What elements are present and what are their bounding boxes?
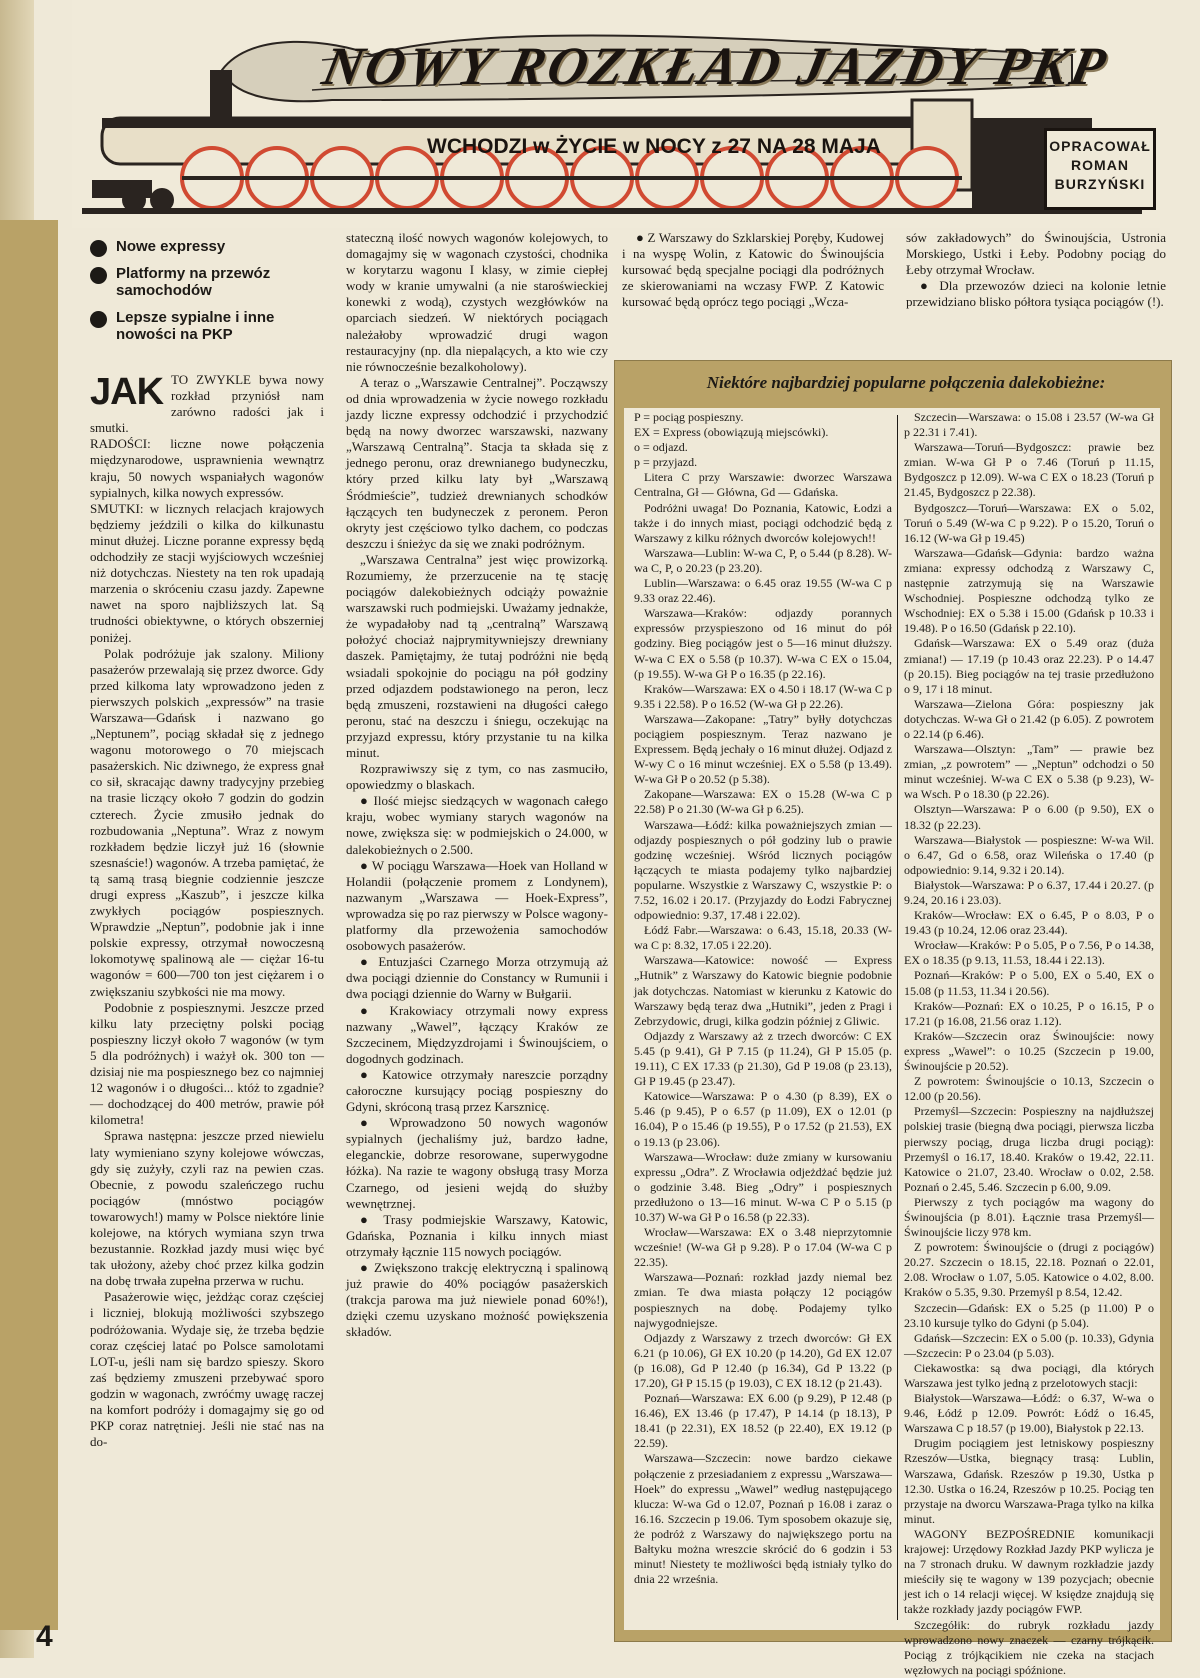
timetable-entry: Warszawa—Gdańsk—Gdynia: bardzo ważna zmiana: expressy odchodzą z Warszawy C, następnie zatrzymują się na Warszawie Wschodniej. Pospieszne odchodzą tylko ze Wschodniej: EX o 5.38 i 15.00 (Gdańsk p 10.33 i 19.48). P o 16.50 (Gdańsk p 22.10). (904, 545, 1154, 636)
article-column-1 (90, 372, 324, 1650)
timetable-entry: Ciekawostka: są dwa pociągi, dla których Warszawa jest tylko jedną z przelotowych stacji: (904, 1360, 1154, 1390)
key-points-list (84, 238, 338, 353)
timetable-entry: Łódź Fabr.—Warszawa: o 6.43, 15.18, 20.33 (W-wa C p: 8.32, 17.05 i 22.20). (634, 923, 892, 953)
timetable-entry: Gdańsk—Warszawa: EX o 5.49 oraz (duża zmiana!) — 17.19 (p 10.43 oraz 22.23). P o 14.47 (p 20.15). Bieg pociągów na tej trasie przedłużono o 9, 17 i 18 minut. (904, 636, 1154, 696)
timetable-entry: Lublin—Warszawa: o 6.45 oraz 19.55 (W-wa C p 9.33 oraz 22.46). (634, 576, 892, 606)
timetable-entry: Odjazdy z Warszawy aż z trzech dworców: C EX 5.45 (p 9.41), Gł P 7.15 (p 11.24), Gł P 15.05 (p. 19.11), C EX 17.33 (p 21.30), Gd P 19.08 (p 23.13), Gł P 19.45 (p 23.47). (634, 1028, 892, 1089)
timetable-entry: Poznań—Kraków: P o 5.00, EX o 5.40, EX o 15.08 (p 11.53, 11.34 i 20.56). (904, 968, 1154, 998)
timetable-entry: Szczegółik: do rubryk rozkładu jazdy wprowadzono nowy znaczek — czarny trójkącik. Pociąg z trójkącikiem nie czeka na stacjach węzłowych na pociągi spóźnione. (904, 1617, 1154, 1677)
author-box (1044, 128, 1156, 210)
bullet-icon (90, 240, 107, 257)
timetable-entry: Wrocław—Warszawa: EX o 3.48 nieprzytomnie wcześnie! (W-wa Gł p 9.28). P o 17.04 (W-wa C p 22.35). (634, 1225, 892, 1270)
paragraph: ● Krakowiacy otrzymali nowy express nazwany „Wawel”, łączący Kraków ze Szczecinem, Międzyzdrojami i Świnoujściem, o dogodnych godzinach. (346, 1002, 608, 1066)
timetable-entry: Białystok—Warszawa—Łódź: o 6.37, W-wa o 9.46, Łódź p 12.09. Powrót: Łódź o 16.45, Warszawa C p 18.57 (p 19.00), Białystok p 22.13. (904, 1391, 1154, 1436)
timetable-entry: Warszawa—Zakopane: „Tatry” byłły dotychczas pociągiem pospiesznym. Teraz nazwano je Expressem. Będą jechały o 16 minut dłużej. Odjazd z W-wy C o 16 minut wcześniej. EX o 5.58 (p 13.49). W-wa Gł P o 20.52 (p 5.38). (634, 711, 892, 787)
timetable-entry: Zakopane—Warszawa: EX o 15.28 (W-wa C p 22.58) P o 21.30 (W-wa Gł p 6.25). (634, 787, 892, 817)
timetable-entry: Olsztyn—Warszawa: P o 6.00 (p 9.50), EX o 18.32 (p 22.23). (904, 802, 1154, 832)
page-subtitle: WCHODZI w ŻYCIE w NOCY z 27 NA 28 MAJA (427, 135, 881, 158)
paragraph: Pasażerowie więc, jeżdżąc coraz częściej i liczniej, blokują możliwości szybszego podróżowania. Wydaje się, że trzeba będzie coraz częściej latać po Polsce samolotami LOT-u, jeśli nam się bardzo spieszy. Skoro zaś będziemy zmuszeni przebywać sporo godzin w wagonach, zwróćmy uwagę raczej na komfort podróży i domagajmy się go od PKP coraz natrętniej. Jeśli nie stać nas na do- (90, 1289, 324, 1450)
timetable-entry: Z powrotem: Świnoujście o 10.13, Szczecin o 12.00 (p 20.56). (904, 1074, 1154, 1104)
page-side-band (0, 220, 58, 1630)
key-point: Platformy na przewóz samochodów (84, 265, 338, 299)
paragraph: ● Katowice otrzymały nareszcie porządny całoroczne kursujący pociąg pospieszny do Gdyni, skróconą trasą przez Karsznicę. (346, 1066, 608, 1115)
timetable-entry: Odjazdy z Warszawy z trzech dworców: Gł EX 6.21 (p 10.06), Gł EX 10.20 (p 14.20), Gd EX 12.07 (p 16.08), Gd P 12.40 (p 16.34), Gd P 13.22 (p 17.20), Gł P 15.15 (p 19.03), C EX 18.12 (p 21.43). (634, 1330, 892, 1390)
paragraph: ● Wprowadzono 50 nowych wagonów sypialnych (jechaliśmy już, bardzo ładne, eleganckie, dobrze resorowane, superwygodne łóżka). Na razie te wagony obsługą trasy Morza Czarnego, od jesieni wejdą do służby wewnętrznej. (346, 1115, 608, 1211)
timetable-entry: Szczecin—Warszawa: o 15.08 i 23.57 (W-wa Gł p 22.31 i 7.41). (904, 410, 1154, 440)
timetable-entry: Drugim pociągiem jest letniskowy pospieszny Rzeszów—Ustka, biegnący trasą: Lublin, Warszawa, Gdańsk. Rzeszów p 19.30, Ustka p 12.30. Ustka o 16.24, Rzeszów p 10.25. Pociąg ten przystaje na dworcu Warszawa-Praga tylko na kilka minut. (904, 1436, 1154, 1526)
page-title: NOWY ROZKŁAD JAZDY PKP (317, 36, 1114, 96)
timetable-column-left (634, 410, 892, 1624)
author-first-name: ROMAN (1071, 157, 1129, 173)
timetable-entry: Warszawa—Zielona Góra: pospieszny jak dotychczas. W-wa Gł o 21.42 (p 6.05). Z powrotem o 22.14 (p 6.46). (904, 696, 1154, 741)
timetable-entry: Białystok—Warszawa: P o 6.37, 17.44 i 20.27. (p 9.24, 20.16 i 23.03). (904, 877, 1154, 907)
timetable-entry: o = odjazd. (634, 440, 688, 455)
paragraph: ● Ilość miejsc siedzących w wagonach całego kraju, wobec wymiany starych wagonów na nowe, zwiększa się: w podmiejskich o 24.000, w dalekobieżnych o 2.500. (346, 793, 608, 857)
timetable-entry: Kraków—Poznań: EX o 10.25, P o 16.15, P o 17.21 (p 16.08, 21.56 oraz 1.12). (904, 998, 1154, 1028)
timetable-entry: Poznań—Warszawa: EX 6.00 (p 9.29), P 12.48 (p 16.46), EX 13.46 (p 17.47), P 14.14 (p 18.13), P 18.41 (p 22.31), EX 18.52 (p 22.40), EX 19.12 (p 22.59). (634, 1391, 892, 1451)
timetable-entry: Warszawa—Lublin: W-wa C, P, o 5.44 (p 8.28). W-wa C, P, o 20.23 (p 23.20). (634, 545, 892, 575)
paragraph: SMUTKI: w licznych relacjach krajowych będziemy jeździli o kilka do kilkunastu minut dłużej. Liczne poranne expressy będą odchodziły ze stacji wyjściowych wcześniej niż dotychczas. Niestety na ten rok upadają marzenia o skróceniu czasu jazdy. Zapewne nawet na sporo najbliższych lat. Są trudności obiektywne, o których obszerniej poniżej. (90, 500, 324, 645)
timetable-entry: p = przyjazd. (634, 455, 698, 470)
paragraph: ● Trasy podmiejskie Warszawy, Katowic, Gdańska, Poznania i kilku innych miast otrzymały łącznie 115 nowych pociągów. (346, 1211, 608, 1259)
timetable-entry: Gdańsk—Szczecin: EX o 5.00 (p. 10.33), Gdynia—Szczecin: P o 23.04 (p 5.03). (904, 1330, 1154, 1360)
drop-cap: JAK (90, 371, 164, 413)
article-column-3 (622, 230, 884, 360)
author-last-name: BURZYŃSKI (1054, 176, 1146, 192)
timetable-entry: WAGONY BEZPOŚREDNIE komunikacji krajowej: Urzędowy Rozkład Jazdy PKP wylicza je na 7 stronach druku. W dawnym rozkładzie jazdy mieściły się te wagony w 139 pozycjach; obecnie jest ich o 14 relacji więcej. W księdze znajdują się także rozkłady jazdy pociągów FWP. (904, 1526, 1154, 1617)
timetable-entry: Katowice—Warszawa: P o 4.30 (p 8.39), EX o 5.46 (p 9.45), P o 6.57 (p 11.09), EX o 12.01 (p 16.04), P o 15.46 (p 19.55), P o 17.52 (p 21.53), EX o 19.13 (p 23.06). (634, 1089, 892, 1149)
timetable-title: Niektóre najbardziej popularne połączenia dalekobieżne: (706, 373, 1106, 392)
paragraph: sów zakładowych” do Świnoujścia, Ustronia Morskiego, Ustki i Łeby. Podobny pociąg do Łeby otrzymał Wrocław. (906, 230, 1166, 278)
timetable-entry: Bydgoszcz—Toruń—Warszawa: EX o 5.02, Toruń o 5.49 (W-wa C p 9.22). P o 15.20, Toruń o 16.12 (W-wa Gł p 19.45) (904, 500, 1154, 545)
article-column-2 (346, 230, 608, 1650)
bullet-icon (90, 311, 107, 328)
page-number: 4 (36, 1620, 53, 1653)
bullet-icon (90, 267, 107, 284)
paragraph: Rozprawiwszy się z tym, co nas zasmuciło, opowiedzmy o blaskach. (346, 761, 608, 793)
timetable-entry: Kraków—Warszawa: EX o 4.50 i 18.17 (W-wa C p 9.35 i 22.58). P o 16.52 (W-wa Gł p 22.26). (634, 681, 892, 711)
paragraph: ● Zwiększono trakcję elektryczną i spalinową już prawie do 40% pociągów pasażerskich (trakcja parowa ma już niewiele ponad 60%!), dzięki czemu uzyskano możność powiększenia składów. (346, 1260, 608, 1340)
column-divider (897, 415, 898, 1620)
timetable-column-right (904, 410, 1154, 1677)
timetable-entry: Litera C przy Warszawie: dworzec Warszawa Centralna, Gł — Główna, Gd — Gdańska. (634, 470, 892, 500)
timetable-entry: Kraków—Szczecin oraz Świnoujście: nowy express „Wawel”: o 10.25 (Szczecin p 19.00, Świnoujście p 20.52). (904, 1028, 1154, 1074)
paragraph: Podobnie z pospiesznymi. Jeszcze przed kilku laty przeciętny polski pociąg pospieszny liczył około 7 wagonów (w tym 5 dla podróżnych) i ważył ok. 300 ton — dzisiaj nie ma pospiesznego bez co najmniej 12 wagonów i o długości... któż to zgadnie? — dochodzącej do 400 metrów, prawie pół kilometra! (90, 999, 324, 1128)
timetable-entry: Warszawa—Kraków: odjazdy porannych expressów przyspieszono od 16 minut do pół godziny. Bieg pociągów jest o 5—16 minut dłuższy. W-wa C EX o 5.58 (p 10.37). W-wa C EX o 15.04, (p 19.55). W-wa Gł P o 16.35 (p 22.16). (634, 606, 892, 681)
timetable-entry: Wrocław—Kraków: P o 5.05, P o 7.56, P o 14.38, EX o 18.35 (p 9.13, 11.53, 18.44 i 22.13). (904, 938, 1154, 968)
timetable-entry: Warszawa—Białystok — pospieszne: W-wa Wil. o 6.47, Gd o 6.58, oraz Wileńska o 17.40 (p odpowiednio: 9.14, 9.32 i 20.14). (904, 832, 1154, 877)
paragraph: Polak podróżuje jak szalony. Miliony pasażerów przewalają się przez dworce. Gdy przed kilkoma laty wprowadzono jeden z pierwszych polskich „expressów” na trasie Warszawa—Gdańsk i nazwano go „Neptunem”, pociąg składał się z jednego wagonu motorowego o 70 miejscach pasażerskich. Nic dziwnego, że express gnał co sił, skracając dawny tradycyjny przebieg na trasie liczący około 7 godzin do godzin czterech. Życie zmusiło jednak do rozbudowania „Neptuna”. Wraz z nowym rozkładem będzie liczył już 16 (słownie szesnaście!) wagonów. A trzeba pamiętać, że tą samą trasą biegnie codziennie jeszcze drugi express „Kaszub”, i jeszcze kilka zwykłych pociągów pospiesznych. Wprawdzie „Neptun”, podobnie jak i inne polskie expressy, otrzymał nowoczesną lokomotywę spalinową ale — ciężar 16-tu wagonów = 600—700 ton jest ciężarem i o zwiększaniu szybkości nie ma mowy. (90, 645, 324, 999)
timetable-entry: Warszawa—Poznań: rozkład jazdy niemal bez zmian. Te dwa miasta połączy 12 pociągów pospiesznych na dobę. Podajemy tylko najwygodniejsze. (634, 1270, 892, 1330)
paragraph: ● Z Warszawy do Szklarskiej Poręby, Kudowej i na wyspę Wolin, z Katowic do Świnoujścia kursować będą specjalne pociągi dla podróżnych ze skierowaniami na wczasy FWP. Z Katowic kursować będą oprócz tego pociągi „Wcza- (622, 230, 884, 310)
paragraph: A teraz o „Warszawie Centralnej”. Począwszy od dnia wprowadzenia w życie nowego rozkładu jazdy liczne expressy odchodzić i przychodzić będą na nowy dworzec warszawski, nazwany „Warszawą Centralną”. Stacja ta składa się z jednego peronu, oraz drewnianego budyneczku, który przed kilku laty był „Warszawą Śródmieście”, tudzież drewnianych schodków łączących ten budyneczek z peronem. Peron okryty jest częściowo tylko dachem, co podczas deszczu i śnieżyc da się we znaki podróżnym. (346, 374, 608, 551)
timetable-entry: Warszawa—Łódź: kilka poważniejszych zmian — odjazdy pospiesznych o pół godziny lub o prawie godzinę wcześniej. Wśród licznych pociągów łączących te miasta podajemy tylko najbardziej popularne. Wszystkie z Warszawy C, wszystkie P: o 7.52, 16.02 i 20.17. (Przyjazdy do Łodzi Fabrycznej odpowiednio: 9.37, 17.48 i 22.02). (634, 817, 892, 923)
paragraph: „Warszawa Centralna” jest więc prowizorką. Rozumiemy, że przerzucenie na tę stację pociągów dalekobieżnych odciąży poważnie warszawski ruch podmiejski. Uważamy jednakże, że wypadałoby nad tą „centralną” Warszawą położyć chociaż najprymitywniejszy drewniany daszek. Pamiętajmy, że tutaj podróżni nie będą wsiadali spokojnie do pociągu na pół godziny przed odjazdem podstawionego na peron, lecz będą zmuszeni, rozstawieni na długości całego peronu, stać na deszczu i śniegu, oczekując na przyjazd expressu, który przystanie tu na kilka minut. (346, 551, 608, 760)
timetable-entry: Przemyśl—Szczecin: Pospieszny na najdłuższej polskiej trasie (biegną dwa pociągi, pierwsza liczba pierwszy pociąg, druga liczba drugi pociąg): Przemyśl o 16.17, 18.40. Kraków o 19.42, 22.11. Katowice o 21.07, 23.40. Wrocław o 0.02, 2.58. Poznań o 2.45, 5.46. Szczecin p 6.00, 9.09. (904, 1104, 1154, 1194)
paragraph: ● Dla przewozów dzieci na kolonie letnie przewidziano blisko półtora tysiąca pociągów (!). (906, 278, 1166, 310)
timetable-entry: P = pociąg pospieszny. (634, 410, 744, 424)
lead-paragraph: JAK TO ZWYKLE bywa nowy rozkład przyniósł nam zarówno radości jak i smutki. (90, 371, 324, 436)
timetable-entry: Warszawa—Katowice: nowość — Express „Hutnik” z Warszawy do Katowic biegnie podobnie jak dotychczas. Natomiast w kierunku z Katowic do Warszawy będą teraz dwa „Hutniki”, jeden z Pragi i Zebrzydowic, drugi, kilka godzin później z Gliwic. (634, 953, 892, 1028)
paragraph: Sprawa następna: jeszcze przed niewielu laty wymieniano szyny kolejowe wówczas, gdy się zużyły, czyli raz na pewien czas. Obecnie, z powodu szaleńczego ruchu pociągów (mnóstwo pociągów towarowych!) mamy w Polsce niektóre linie kolejowe, na których wymiana szyn trwa bezustannie. Rozkład jazdy musi więc być tak ułożony, ażeby choć przez kilka godzin na dobę trwała zupełna przerwa w ruchu. (90, 1128, 324, 1289)
timetable-entry: Szczecin—Gdańsk: EX o 5.25 (p 11.00) P o 23.10 kursuje tylko do Gdyni (p 5.04). (904, 1300, 1154, 1330)
timetable-entry: Pierwszy z tych pociągów ma wagony do Świnoujścia (p 8.01). Łącznie trasa Przemyśl—Świnoujście liczy 978 km. (904, 1194, 1154, 1240)
timetable-entry: Kraków—Wrocław: EX o 6.45, P o 8.03, P o 19.43 (p 10.24, 12.06 oraz 23.44). (904, 908, 1154, 938)
author-label: OPRACOWAŁ (1049, 138, 1151, 154)
paragraph: RADOŚCI: liczne nowe połączenia międzynarodowe, usprawnienia wewnątrz kraju, 50 nowych wspaniałych wagonów sypialnych, kilka nowych expressów. (90, 436, 324, 500)
timetable-entry: Podróżni uwaga! Do Poznania, Katowic, Łodzi a także i do innych miast, pociągi odchodzić będą z Warszawy z kilku różnych dworców kolejowych!! (634, 500, 892, 545)
timetable-entry: EX = Express (obowiązują miejscówki). (634, 425, 829, 440)
key-point: Nowe expressy (84, 238, 338, 255)
paragraph: ● W pociągu Warszawa—Hoek van Holland w Holandii (połączenie promem z Londynem), nazwanym „Warszawa — Hoek-Express”, wprowadza się po raz pierwszy w Polsce wagony-platformy dla przewożenia samochodów osobowych pasażerów. (346, 857, 608, 954)
timetable-entry: Z powrotem: Świnoujście o (drugi z pociągów) 20.27. Szczecin o 18.15, 22.18. Poznań o 22.01, 2.08. Wrocław o 1.07, 5.05. Katowice o 4.02, 8.00. Kraków o 5.35, 9.30. Przemyśl p 8.54, 12.42. (904, 1240, 1154, 1300)
paragraph: ● Entuzjaści Czarnego Morza otrzymują aż dwa pociągi dziennie do Constancy w Rumunii i dwa pociągi dziennie do Warny w Bułgarii. (346, 954, 608, 1002)
header-illustration (72, 0, 1160, 228)
timetable-entry: Warszawa—Wrocław: duże zmiany w kursowaniu expressu „Odra”. Z Wrocławia odjeżdżać będzie już o godzinie 3.48. Bieg „Odry” i pospiesznych przedłużono o 13—16 minut. W-wa C P o 5.15 (p 10.37) W-wa Gł P o 16.58 (p 22.33). (634, 1149, 892, 1224)
article-column-4 (906, 230, 1166, 360)
timetable-entry: Warszawa—Szczecin: nowe bardzo ciekawe połączenie z przesiadaniem z expressu „Warszawa—Hoek” do expressu „Wawel” według następującego klucza: W-wa Gd o 12.07, Poznań p 16.08 i zaraz o 16.16. Szczecin p 19.06. Tym sposobem okazuje się, że podróż z Warszawy do największego portu na Bałtyku można wreszcie skrócić do 6 godzin i 53 minut! Niestety te możliwości będą istniały tylko do dnia 22 września. (634, 1451, 892, 1587)
paragraph: stateczną ilość nowych wagonów kolejowych, to domagajmy się w wagonach czystości, chodnika w korytarzu wagonu I klasy, w zimie ciepłej wody w kranie umywalni (a nie staroświeckiej konewki z wodą), czystych wezgłówków na oparciach siedzeń. W niektórych pociągach należałoby wprowadzić drugi wagon restauracyjny (np. dla niepalących, a kto wie czy nie równocześnie bezalkoholowy). (346, 230, 608, 374)
timetable-entry: Warszawa—Olsztyn: „Tam” — prawie bez zmian, „z powrotem” — „Neptun” odchodzi o 50 minut wcześniej. W-wa C EX o 5.38 (p 9.23), W-wa Wsch. P o 18.30 (p 22.26). (904, 742, 1154, 802)
timetable-entry: Warszawa—Toruń—Bydgoszcz: prawie bez zmian. W-wa Gł P o 7.46 (Toruń p 11.15, Bydgoszcz p 12.09). W-wa C EX o 18.23 (Toruń p 21.45, Bydgoszcz p 22.38). (904, 440, 1154, 500)
key-point: Lepsze sypialne i inne nowości na PKP (84, 309, 338, 343)
